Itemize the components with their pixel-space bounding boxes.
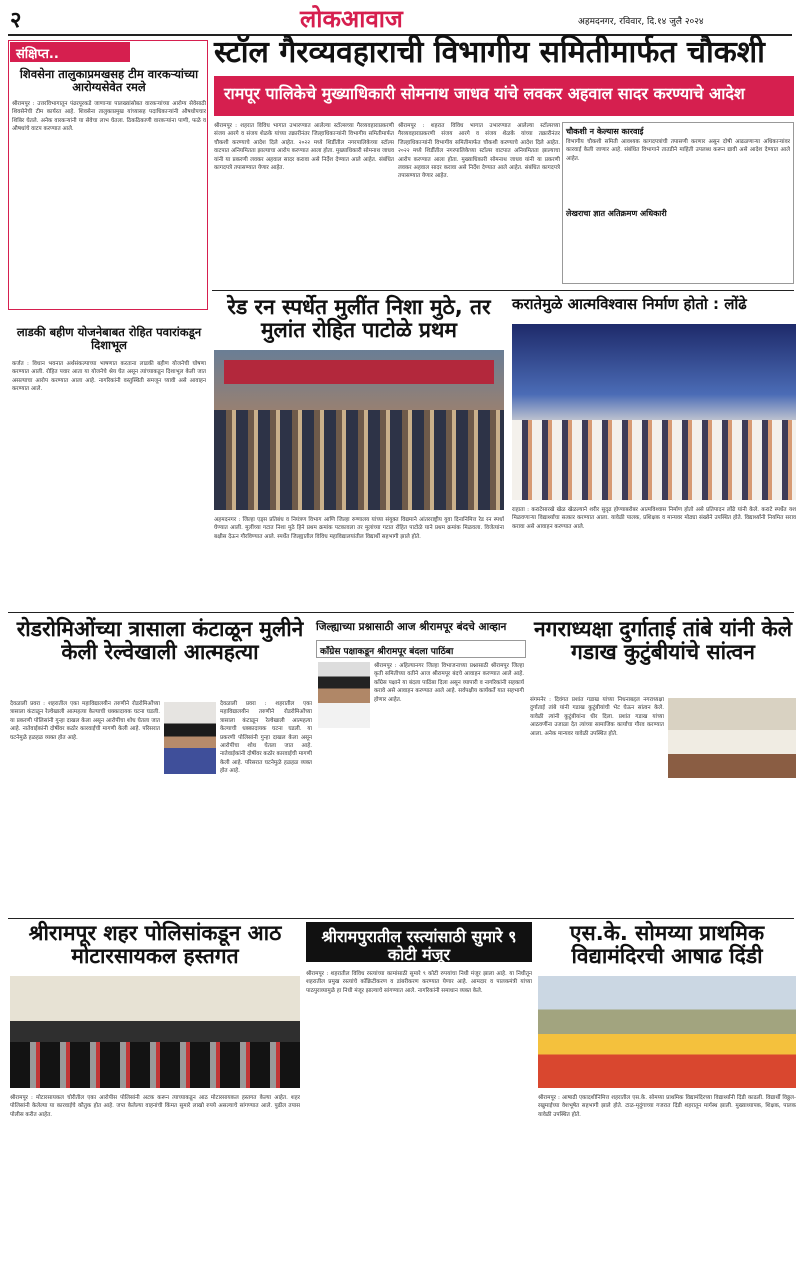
lead-headline: स्टॉल गैरव्यवहाराची विभागीय समितीमार्फत चौकशी — [214, 35, 765, 70]
story4-portrait — [164, 702, 216, 774]
motorcycles-shape — [10, 1042, 300, 1088]
story6-body: संगमनेर : दिवंगत प्रशांत गडाख यांच्या निधनाबद्दल नगराध्यक्षा दुर्गाताई तांबे यांनी गडाख कुटुंबीयांची भेट घेऊन सांत्वन केले. यावेळी त्यांनी कुटुंबीयांना धीर दिला. प्रशांत गडाख यांच्या आठवणींना उजाळा देत त्यांच्या सामाजिक कार्याचा गौरव करण्यात आला. अनेक मान्यवर यावेळी उपस्थित होते. — [530, 697, 664, 737]
story4-headline: रोडरोमिओंच्या त्रासाला कंटाळून मुलीने केली रेल्वेखाली आत्महत्या — [16, 617, 304, 665]
sidebar-item2-title: लाडकी बहीण योजनेबाबत रोहित पवारांकडून दिशाभूल — [16, 325, 202, 352]
story2-photo — [214, 350, 504, 510]
story3-headline: करातेमुळे आत्मविश्वास निर्माण होतो : लोंढे — [512, 295, 747, 313]
story5-portrait — [318, 662, 370, 728]
sidebar-label: संक्षिप्त.. — [10, 42, 130, 62]
story9-photo — [538, 976, 796, 1088]
story9-body: श्रीरामपूर : आषाढी एकादशीनिमित्त शहरातील एस.के. सोमय्या प्राथमिक विद्यामंदिरच्या विद्यार्थ्यांनी दिंडी काढली. विद्यार्थी विठ्ठल-रखुमाईच्या वेशभूषेत सहभागी झाले होते. टाळ-मृदुंगाच्या गजरात दिंडी शहरातून मार्गस्थ झाली. मुख्याध्यापक, शिक्षक, पालक यावेळी उपस्थित होते. — [538, 1095, 796, 1118]
story7-photo — [10, 976, 300, 1088]
masthead-logo: लोकआवाज — [300, 5, 403, 33]
story5-sub: काँग्रेस पक्षाकडून श्रीरामपूर बंदला पाठिंबा — [316, 640, 526, 658]
lead-subheadline: रामपूर पालिकेचे मुख्याधिकारी सोमनाथ जाधव यांचे लवकर अहवाल सादर करण्याचे आदेश — [214, 76, 794, 116]
dateline: अहमदनगर, रविवार, दि.१४ जुलै २०२४ — [578, 17, 704, 27]
stage-shape — [512, 420, 796, 500]
story6-photo — [668, 698, 796, 778]
story7-body: श्रीरामपूर : मोटारसायकल चोरीतील एका आरोपीस पोलिसांनी अटक करून त्याच्याकडून आठ मोटारसायकल हस्तगत केल्या आहेत. शहर पोलिसांनी केलेल्या या कारवाईचे कौतुक होत आहे. जप्त केलेल्या वाहनांची किंमत सुमारे लाखो रुपये असल्याचे सांगण्यात आले. पुढील तपास पोलीस करीत आहेत. — [10, 1095, 300, 1118]
story7-headline: श्रीरामपूर शहर पोलिसांकडून आठ मोटारसायकल हस्तगत — [28, 921, 282, 969]
banner-shape — [224, 360, 494, 384]
story5-kicker: जिल्ह्याच्या प्रश्नासाठी आज श्रीरामपूर बंदचे आव्हान — [316, 621, 507, 633]
story9-headline: एस.के. सोमय्या प्राथमिक विद्यामंदिरची आषाढ दिंडी — [569, 921, 765, 969]
lead-box-title2: लेखराचा ज्ञात अतिक्रमण अधिकारी — [566, 209, 667, 218]
divider-3 — [8, 918, 794, 919]
story5-body: श्रीरामपूर : अहिल्यानगर जिल्हा विभाजनाच्या प्रश्नासाठी श्रीरामपूर जिल्हा कृती समितीच्या वतीने आज श्रीरामपूर बंदचे आवाहन करण्यात आले आहे. काँग्रेस पक्षाने या बंदला पाठिंबा दिला असून व्यापारी व नागरिकांनी सहकार्य करावे असे आवाहन करण्यात आले आहे. सर्वपक्षीय कार्यकर्ते यात सहभागी होणार आहेत. — [374, 663, 524, 703]
sidebar-item1-title: शिवसेना तालुकाप्रमखसह टीम वारकऱ्यांच्या आरोग्यसेवेत रमले — [19, 67, 199, 94]
story2-headline: रेड रन स्पर्धेत मुलींत निशा मुठे, तर मुलांत रोहित पाटोळे प्रथम — [227, 295, 491, 343]
lead-box-body: विभागीय चौकशी समिती आवश्यक कागदपत्रांची तपासणी करणार असून दोषी आढळणाऱ्या अधिकाऱ्यांवर कारवाई केली जाणार आहे. संबंधित विभागाने तातडीने माहिती उपलब्ध करून द्यावी असे आदेश देण्यात आले आहेत. — [566, 139, 790, 162]
story3-body: राहाता : कराटेसारखे खेळ खेळल्याने शरीर सुदृढ होण्याबरोबर आत्मविश्वास निर्माण होतो असे प्रतिपादन लोंढे यांनी केले. कराटे स्पर्धेत यश मिळवणाऱ्या विद्यार्थ्यांचा सत्कार करण्यात आला. यावेळी पालक, प्रशिक्षक व मान्यवर मोठ्या संख्येने उपस्थित होते. विद्यार्थ्यांनी नियमित सराव करावा असे आवाहन करण्यात आले. — [512, 507, 796, 530]
divider-2 — [8, 612, 794, 613]
lead-body-col1: श्रीरामपूर : शहरात विविध भागात उभारण्यात आलेल्या स्टॉल्सच्या गैरव्यवहाराप्रकरणी संजय आरगे व संजय शेळके यांच्या तक्रारीनंतर जिल्हाधिकाऱ्यांनी विभागीय समितीमार्फत चौकशी करण्याचे आदेश दिले आहेत. २०२२ मध्ये शिर्डीतील नगरपालिकेच्या स्टॉल्स वाटपात अनियमितता झाल्याचा आरोप करण्यात आला होता. मुख्याधिकारी सोमनाथ जाधव यांनी या प्रकरणी लवकर अहवाल सादर करावा असे निर्देश देण्यात आले आहेत. संबंधित कागदपत्रे तपासण्यात येणार आहेत. — [214, 123, 394, 172]
story4-body-col2: देवळाली प्रवरा : शहरातील एका महाविद्यालयीन तरुणीने रोडरोमिओंच्या त्रासाला कंटाळून रेल्वेखाली आत्महत्या केल्याची धक्कादायक घटना घडली. या प्रकरणी पोलिसांनी गुन्हा दाखल केला असून आरोपींचा शोध घेतला जात आहे. नातेवाईकांनी दोषींवर कठोर कारवाईची मागणी केली आहे. परिसरात घटनेमुळे हळहळ व्यक्त होत आहे. — [220, 701, 312, 775]
crowd-shape — [214, 410, 504, 510]
lead-body-col2: श्रीरामपूर : शहरात विविध भागात उभारण्यात आलेल्या स्टॉल्सच्या गैरव्यवहाराप्रकरणी संजय आरगे व संजय शेळके यांच्या तक्रारीनंतर जिल्हाधिकाऱ्यांनी विभागीय समितीमार्फत चौकशी करण्याचे आदेश दिले आहेत. २०२२ मध्ये शिर्डीतील नगरपालिकेच्या स्टॉल्स वाटपात अनियमितता झाल्याचा आरोप करण्यात आला होता. मुख्याधिकारी सोमनाथ जाधव यांनी या प्रकरणी लवकर अहवाल सादर करावा असे निर्देश देण्यात आले आहेत. संबंधित कागदपत्रे तपासण्यात येणार आहेत. — [398, 123, 560, 180]
story3-photo — [512, 324, 796, 500]
story2-body: अहमदनगर : जिल्हा एड्स प्रतिबंध व नियंत्रण विभाग आणि जिल्हा रुग्णालय यांच्या संयुक्त विद्यमाने आंतरराष्ट्रीय युवा दिनानिमित्त रेड रन स्पर्धा घेण्यात आली. मुलींच्या गटात निशा मुठे हिने प्रथम क्रमांक पटकावला तर मुलांच्या गटात रोहित पाटोळे याने प्रथम क्रमांक मिळवला. विजेत्यांना बक्षीस देऊन गौरविण्यात आले. स्पर्धेत जिल्ह्यातील विविध महाविद्यालयांतील विद्यार्थी सहभागी झाले होते. — [214, 517, 504, 540]
sidebar-item2-body: कर्जत : विधान भवनात अर्थसंकल्पाच्या भाषणात करताना लाडकी बहीण योजनेची घोषणा करण्यात आली. रोहित पवार आता या योजनेचे श्रेय घेत असून त्यांच्याकडून दिशाभूल केली जात असल्याचा आरोप करण्यात आला आहे. नागरिकांनी वस्तुस्थिती समजून घ्यावी असे आवाहन करण्यात आले. — [12, 361, 206, 393]
sidebar-item1-body: श्रीरामपूर : उत्तरविभागातून पंढरपूरकडे जाणाऱ्या पालख्यांसोबत वारकऱ्यांच्या आरोग्य सेवेसाठी शिवसेनेची टीम कार्यरत आहे. शिवसेना तालुकाप्रमुख यांच्यासह पदाधिकाऱ्यांनी औषधोपचार शिबिर घेतले. अनेक वारकऱ्यांनी या सेवेचा लाभ घेतला. ठिकठिकाणी वारकऱ्यांना पाणी, फळे व औषधांचे वाटप करण्यात आले. — [12, 101, 206, 133]
story6-headline: नगराध्यक्षा दुर्गाताई तांबे यांनी केले गडाख कुटुंबीयांचे सांत्वन — [534, 617, 792, 665]
story8-body: श्रीरामपूर : शहरातील विविध रस्त्यांच्या कामांसाठी सुमारे ९ कोटी रुपयांचा निधी मंजूर झाला आहे. या निधीतून शहरातील प्रमुख रस्त्यांचे काँक्रिटीकरण व डांबरीकरण करण्यात येणार आहे. आमदार व पालकमंत्री यांच्या पाठपुराव्यामुळे हा निधी मंजूर झाल्याचे सांगण्यात आले. नागरिकांनी समाधान व्यक्त केले. — [306, 971, 532, 994]
divider-1 — [212, 290, 794, 291]
lead-box-title1: चौकशी न केल्यास कारवाई — [566, 127, 644, 136]
story8-headline: श्रीरामपुरातील रस्त्यांसाठी सुमारे ९ कोटी मंजूर — [306, 922, 532, 962]
page-number: २ — [10, 8, 22, 33]
story4-body-col1: देवळाली प्रवरा : शहरातील एका महाविद्यालयीन तरुणीने रोडरोमिओंच्या त्रासाला कंटाळून रेल्वेखाली आत्महत्या केल्याची धक्कादायक घटना घडली. या प्रकरणी पोलिसांनी गुन्हा दाखल केला असून आरोपींचा शोध घेतला जात आहे. नातेवाईकांनी दोषींवर कठोर कारवाईची मागणी केली आहे. परिसरात घटनेमुळे हळहळ व्यक्त होत आहे. — [10, 701, 160, 741]
